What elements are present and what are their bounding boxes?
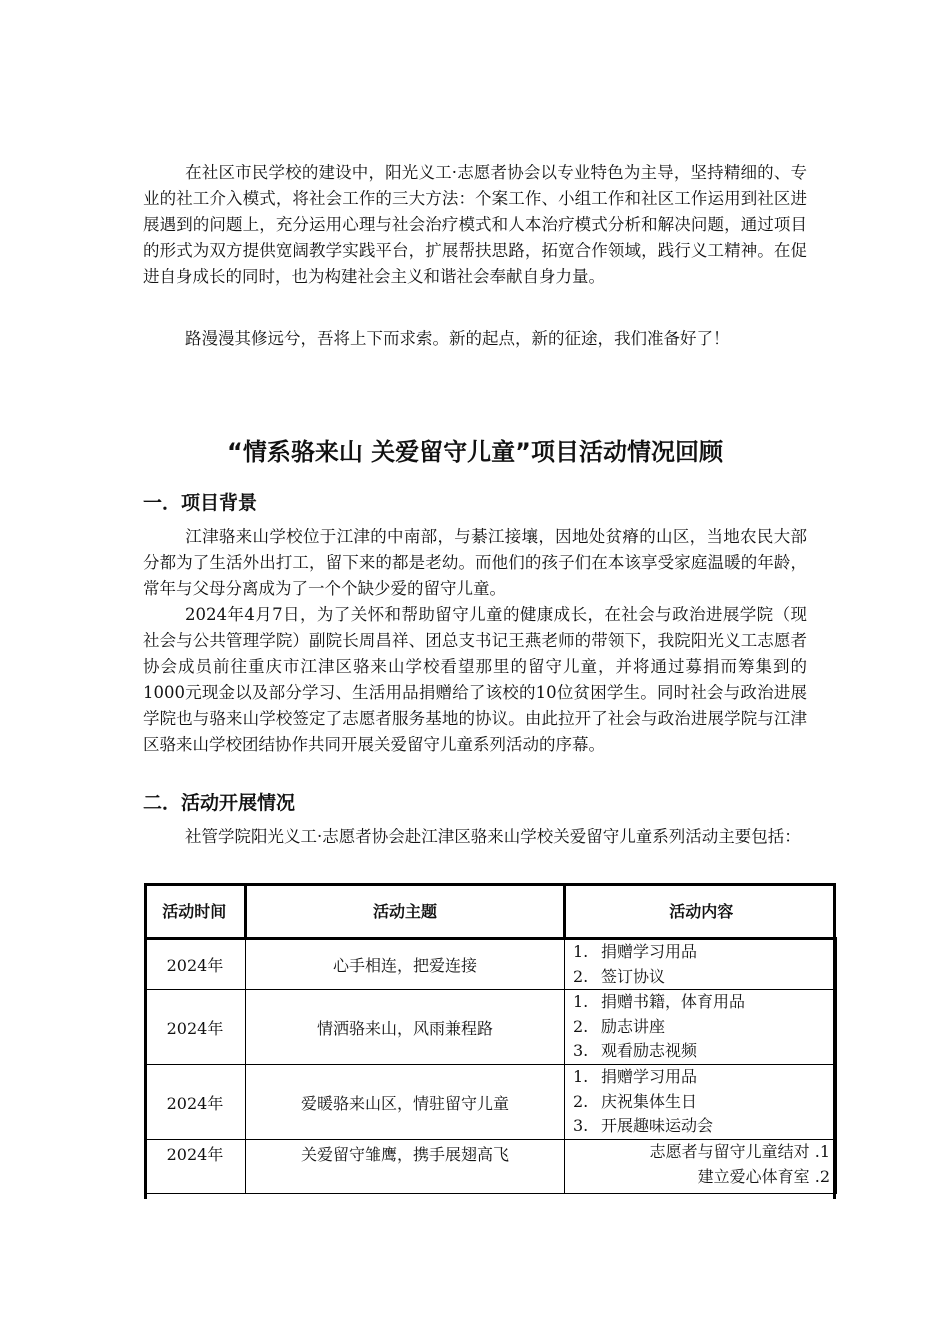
header-time: 活动时间	[145, 883, 246, 939]
row-theme: 心手相连，把爱连接	[246, 939, 565, 990]
table-row	[145, 990, 837, 1065]
row-theme: 情洒骆来山，风雨兼程路	[246, 990, 565, 1065]
row-time: 2024年	[145, 1140, 246, 1194]
list-item: 1. 捐赠学习用品	[573, 1067, 698, 1086]
table-header-row	[145, 883, 837, 939]
list-item: 2. 签订协议	[573, 966, 666, 986]
header-theme: 活动主题	[246, 883, 565, 939]
list-item: 2. 励志讲座	[573, 1016, 666, 1036]
activity-table	[144, 883, 837, 1194]
row-time: 2024年	[145, 1065, 246, 1140]
row-content	[565, 1065, 837, 1140]
table-row	[145, 939, 837, 990]
row-time: 2024年	[145, 939, 246, 990]
list-item: 3. 观看励志视频	[573, 1041, 698, 1060]
intro-paragraph-2: 路漫漫其修远兮，吾将上下而求索。新的起点，新的征途，我们准备好了！	[185, 329, 730, 348]
row-theme: 关爱留守雏鹰，携手展翅高飞	[246, 1140, 565, 1194]
list-item: 1. 捐赠书籍，体育用品	[573, 992, 746, 1011]
row-theme: 爱暖骆来山区，情驻留守儿童	[246, 1065, 565, 1140]
background-paragraph-2: 2024年4月7日，为了关怀和帮助留守儿童的健康成长，在社会与政治进展学院（现社会与公共管理学院）副院长周昌祥、团总支书记王燕老师的带领下，我院阳光义工志愿者协会成员前往重庆市江津区骆来山学校看望那里的留守儿童，并将通过募捐而筹集到的1000元现金以及部分学习、生活用品捐赠给了该校的10位贫困学生。同时社会与政治进展学院也与骆来山学校签定了志愿者服务基地的协议。由此拉开了社会与政治进展学院与江津区骆来山学校团结协作共同开展关爱留守儿童系列活动的序幕。	[143, 605, 807, 754]
row-content	[565, 1140, 837, 1194]
table-row	[145, 1065, 837, 1140]
section-heading-activities: 二．活动开展情况	[143, 792, 296, 814]
list-item: 3. 开展趣味运动会	[573, 1116, 714, 1135]
row-time: 2024年	[145, 990, 246, 1065]
header-content: 活动内容	[565, 883, 837, 939]
background-paragraph-1: 江津骆来山学校位于江津的中南部，与綦江接壤，因地处贫瘠的山区，当地农民大部分都为了生活外出打工，留下来的都是老幼。而他们的孩子们在本该享受家庭温暖的年龄，常年与父母分离成为了一个个缺少爱的留守儿童。	[143, 527, 807, 598]
row-content	[565, 990, 837, 1065]
intro-paragraph-1: 在社区市民学校的建设中，阳光义工·志愿者协会以专业特色为主导，坚持精细的、专业的社工介入模式，将社会工作的三大方法：个案工作、小组工作和社区工作运用到社区进展遇到的问题上，充分运用心理与社会治疗模式和人本治疗模式分析和解决问题，通过项目的形式为双方提供宽阔教学实践平台，扩展帮扶思路，拓宽合作领域，践行义工精神。在促进自身成长的同时，也为构建社会主义和谐社会奉献自身力量。	[143, 163, 807, 286]
activities-paragraph: 社管学院阳光义工·志愿者协会赴江津区骆来山学校关爱留守儿童系列活动主要包括：	[185, 827, 801, 846]
page-title: “情系骆来山 关爱留守儿童”项目活动情况回顾	[227, 438, 723, 466]
list-item: 1. 捐赠学习用品	[573, 942, 698, 961]
list-item: 2. 庆祝集体生日	[573, 1091, 698, 1111]
table-row	[145, 1140, 837, 1194]
row-content	[565, 939, 837, 990]
list-item: 建立爱心体育室 .2	[697, 1166, 830, 1186]
section-heading-background: 一．项目背景	[143, 492, 258, 514]
list-item: 志愿者与留守儿童结对 .1	[649, 1142, 830, 1161]
